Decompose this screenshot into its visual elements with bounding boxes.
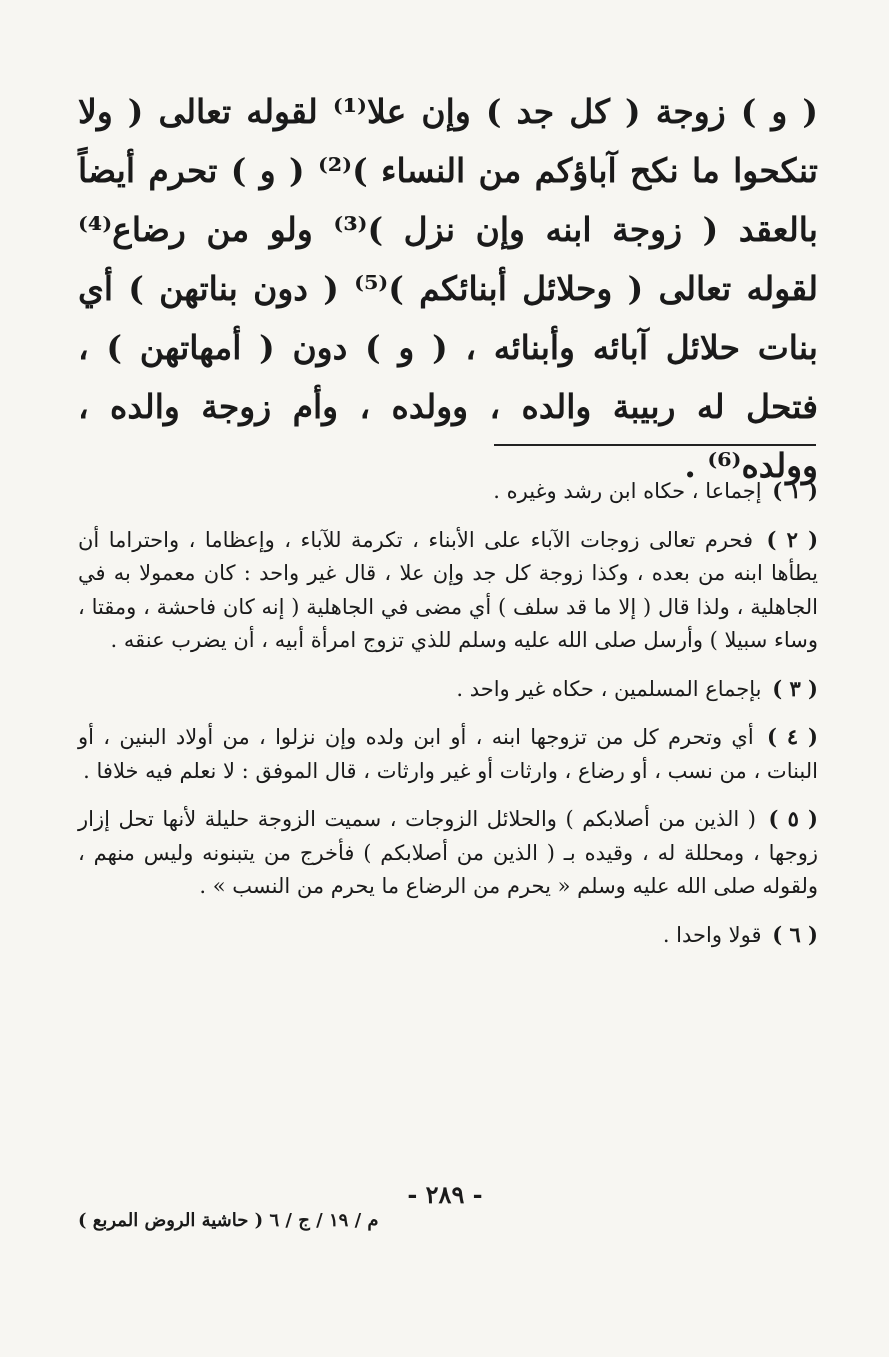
footnote-number: ( ٣ ) bbox=[772, 675, 818, 701]
page-number: - ٢٨٩ - bbox=[407, 1180, 483, 1209]
book-reference: م / ١٩ / ج / ٦ ( حاشية الروض المربع ) bbox=[78, 1210, 379, 1231]
footnote-number: ( ١ ) bbox=[772, 478, 818, 503]
footnote-separator bbox=[494, 444, 816, 446]
footnote bbox=[78, 523, 818, 658]
footnote-text: بإجماع المسلمين ، حكاه غير واحد . bbox=[456, 676, 762, 701]
footnote bbox=[78, 672, 818, 707]
footnote-text: فحرم تعالى زوجات الآباء على الأبناء ، تكرمة للآباء ، وإعظاما ، واحتراما أن يطأها ابنه من بعده ، وكذا زوجة كل جد وإن علا ، قال غير واحد : كان معمولا به في الجاهلية ، ولذا قال ( إلا ما قد سلف ) أي مضى في الجاهلية ( إنه كان فاحشة ، ومقتا ، وساء سبيلا ) وأرسل صلى الله عليه وسلم للذي تزوج امرأة أبيه ، أن يضرب عنقه . bbox=[78, 527, 818, 652]
footnotes bbox=[78, 474, 818, 966]
main-paragraph: ( و ) زوجة ( كل جد ) وإن علا⁽¹⁾ لقوله تعالى ( ولا تنكحوا ما نكح آباؤكم من النساء )⁽²⁾ ( و ) تحرم أيضاً بالعقد ( زوجة ابنه وإن نزل )⁽³⁾ ولو من رضاع⁽⁴⁾ لقوله تعالى ( وحلائل أبنائكم )⁽⁵⁾ ( دون بناتهن ) أي بنات حلائل آبائه وأبنائه ، ( و ) دون ( أمهاتهن ) ، فتحل له ربيبة والده ، وولده ، وأم زوجة والده ، وولده⁽⁶⁾ . bbox=[78, 92, 818, 485]
footnote bbox=[78, 802, 818, 904]
footnote bbox=[78, 918, 818, 953]
footnote bbox=[78, 720, 818, 788]
footnote-number: ( ٤ ) bbox=[766, 724, 818, 749]
footnote-text: قولا واحدا . bbox=[662, 922, 762, 947]
footnote-number: ( ٢ ) bbox=[766, 526, 819, 552]
footnote-number: ( ٦ ) bbox=[772, 921, 818, 947]
main-text bbox=[78, 82, 818, 495]
footnote-text: إجماعا ، حكاه ابن رشد وغيره . bbox=[493, 479, 762, 503]
footnote-text: ( الذين من أصلابكم ) والحلائل الزوجات ، سميت الزوجة حليلة لأنها تحل إزار زوجها ، ومحللة له ، وقيده بـ ( الذين من أصلابكم ) فأخرج من يتبنونه وليس منهم ، ولقوله صلى الله عليه وسلم « يحرم من الرضاع ما يحرم من النسب » . bbox=[78, 807, 818, 898]
footnote bbox=[78, 474, 818, 509]
footnote-number: ( ٥ ) bbox=[768, 806, 818, 831]
footnote-text: أي وتحرم كل من تزوجها ابنه ، أو ابن ولده وإن نزلوا ، من أولاد البنين ، أو البنات ، من نسب ، أو رضاع ، وارثات أو غير وارثات ، قال الموفق : لا نعلم فيه خلافا . bbox=[78, 725, 818, 783]
